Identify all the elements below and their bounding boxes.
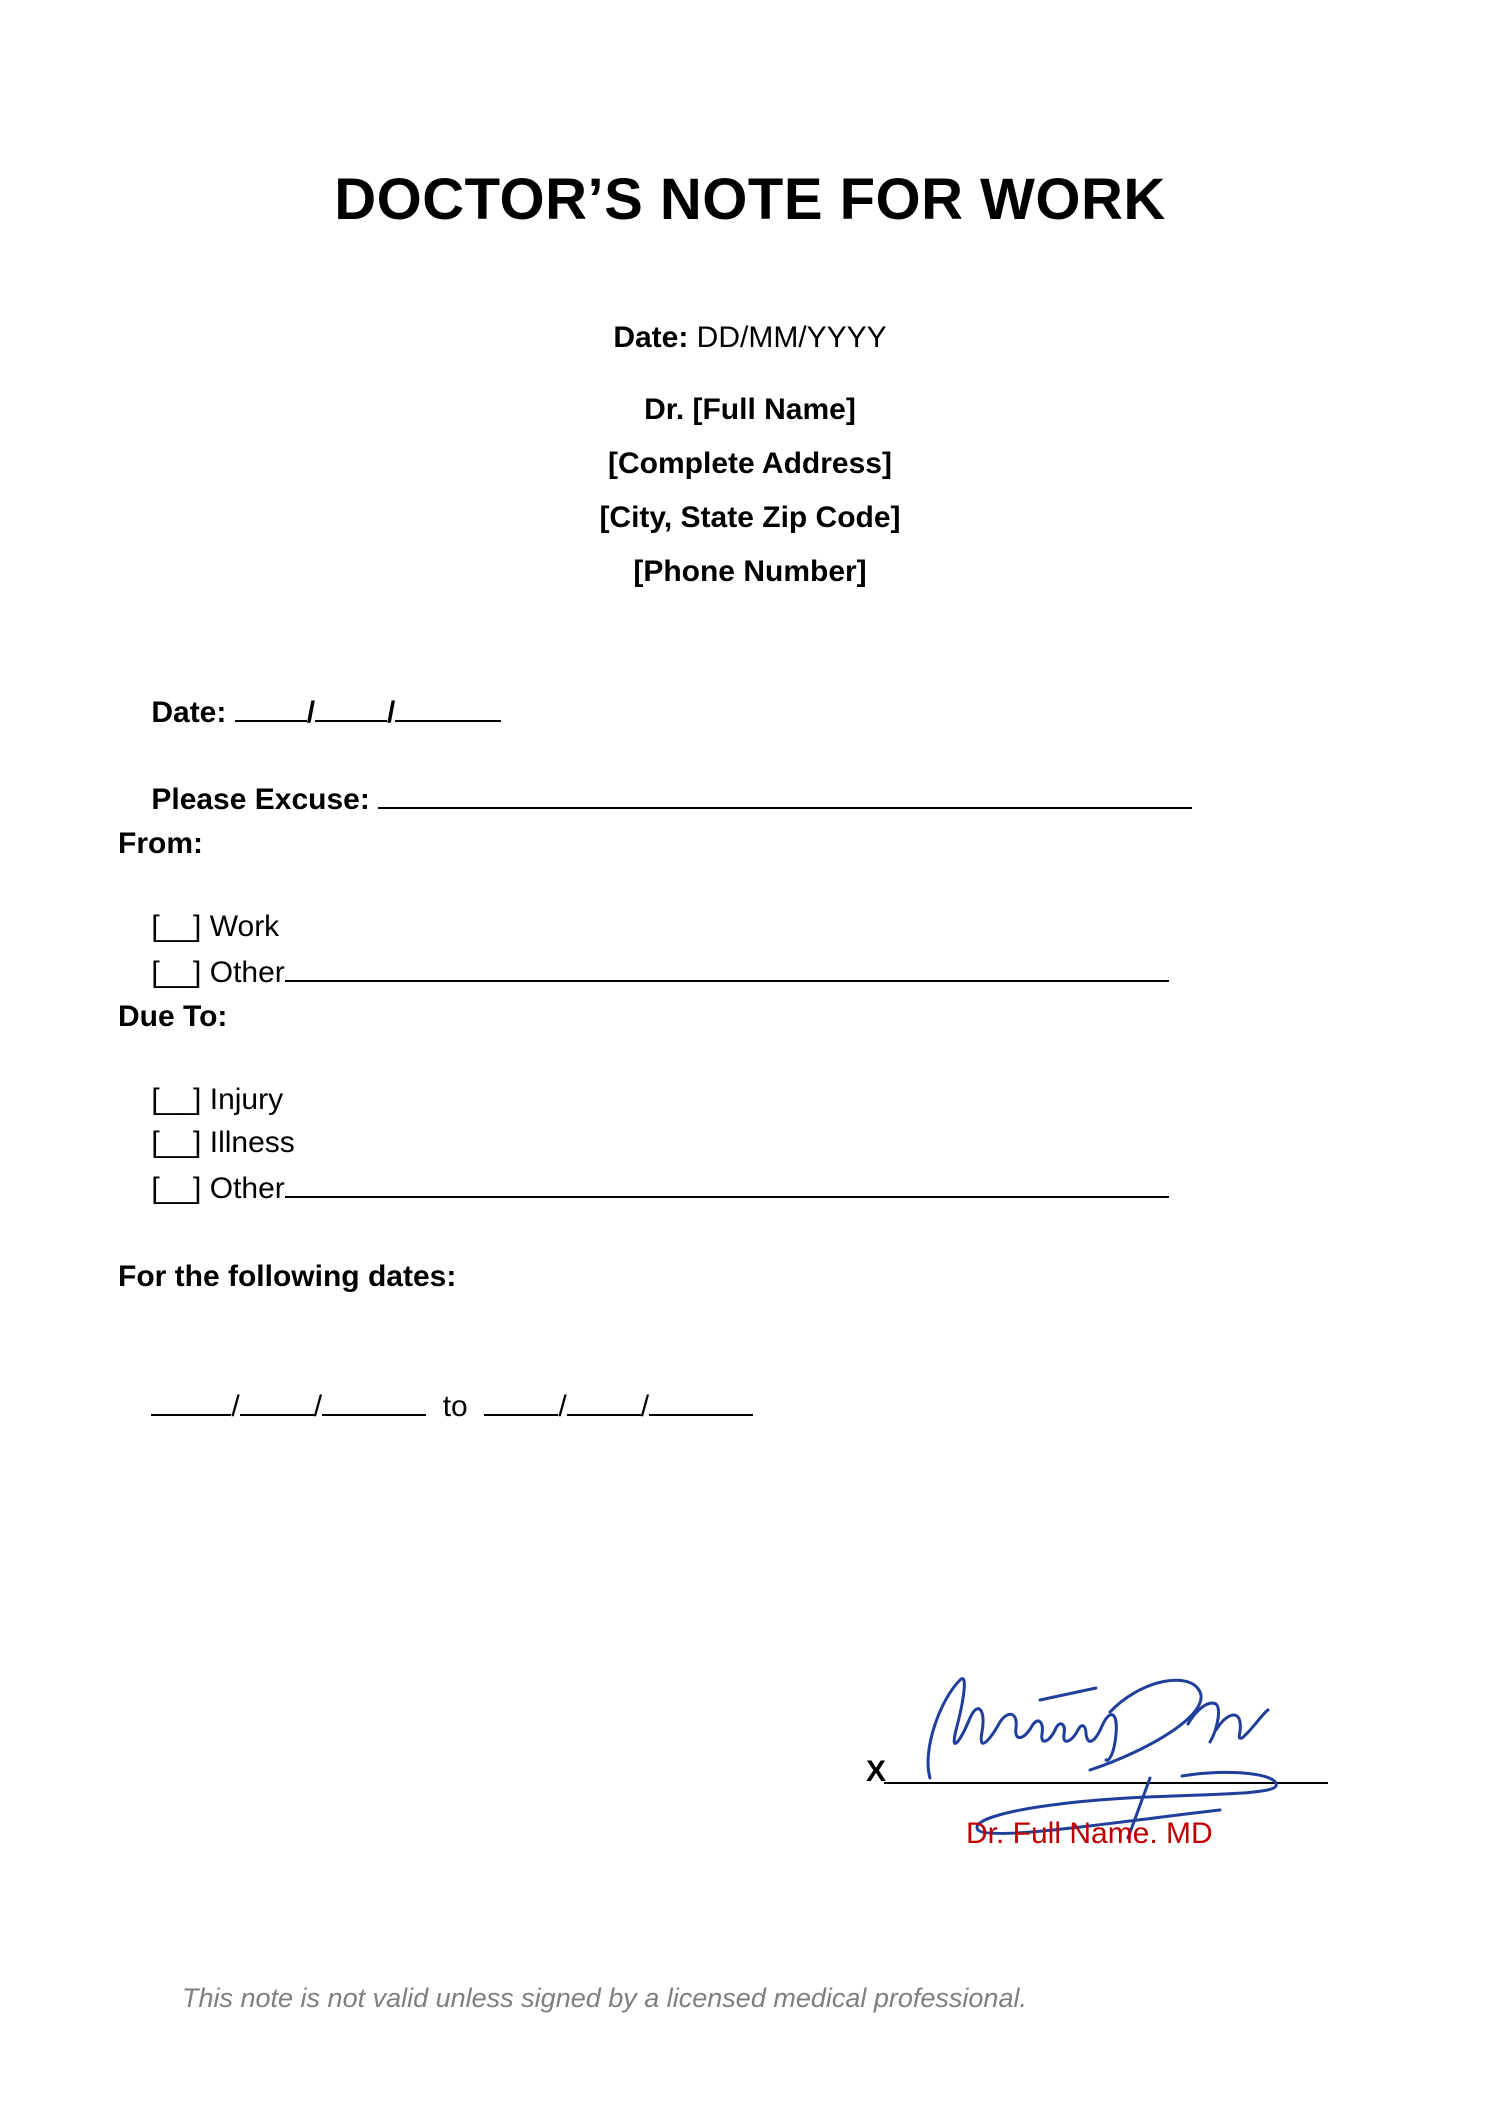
from-heading: From:: [118, 827, 203, 860]
document-title: DOCTOR’S NOTE FOR WORK: [334, 167, 1166, 232]
date-separator: /: [558, 1390, 567, 1423]
to-label: to: [442, 1390, 468, 1423]
signature-x-mark: X: [866, 1755, 887, 1788]
date-year-field[interactable]: [395, 690, 501, 722]
date-range-row: [118, 1344, 753, 1467]
validity-disclaimer: This note is not valid unless signed by a licensed medical professional.: [182, 1983, 1027, 2013]
doctor-name: Dr. [Full Name]: [644, 393, 856, 426]
checkbox[interactable]: [__]: [151, 910, 202, 943]
date-separator: /: [387, 696, 396, 729]
date-separator: /: [640, 1390, 650, 1423]
end-year-field[interactable]: [649, 1384, 753, 1416]
start-day-field[interactable]: [151, 1384, 231, 1416]
option-label: Illness: [209, 1126, 295, 1159]
header-date-value: DD/MM/YYYY: [688, 321, 887, 354]
checkbox[interactable]: [__]: [151, 1083, 202, 1116]
please-excuse-field[interactable]: [378, 777, 1192, 809]
end-month-field[interactable]: [567, 1384, 641, 1416]
doctor-phone: [Phone Number]: [633, 555, 867, 588]
checkbox[interactable]: [__]: [151, 1126, 202, 1159]
header-date: [0, 318, 1500, 358]
end-day-field[interactable]: [484, 1384, 558, 1416]
due-to-heading: Due To:: [118, 1000, 228, 1033]
from-option-other[interactable]: [118, 910, 1169, 1033]
checkbox[interactable]: [__]: [151, 1172, 202, 1205]
date-separator: /: [306, 696, 316, 729]
date-separator: /: [231, 1390, 240, 1423]
start-month-field[interactable]: [240, 1384, 314, 1416]
date-month-field[interactable]: [315, 690, 387, 722]
from-other-field[interactable]: [285, 950, 1169, 982]
start-year-field[interactable]: [322, 1384, 426, 1416]
checkbox[interactable]: [__]: [151, 956, 202, 989]
option-label: Injury: [209, 1083, 284, 1116]
following-dates-heading: For the following dates:: [118, 1260, 457, 1293]
option-label: Other: [209, 1172, 285, 1205]
doctor-city-state-zip: [City, State Zip Code]: [599, 501, 901, 534]
form-date-label: Date:: [151, 696, 235, 729]
due-to-option-other[interactable]: [118, 1126, 1169, 1249]
signatory-name: Dr. Full Name. MD: [966, 1817, 1213, 1850]
header-date-label: Date:: [613, 321, 689, 354]
date-day-field[interactable]: [235, 690, 307, 722]
please-excuse-label: Please Excuse:: [151, 783, 379, 816]
please-excuse-row: [118, 737, 1192, 860]
doctor-address: [Complete Address]: [608, 447, 892, 480]
date-separator: /: [313, 1390, 323, 1423]
option-label: Other: [209, 956, 285, 989]
due-to-other-field[interactable]: [285, 1166, 1169, 1198]
option-label: Work: [209, 910, 280, 943]
